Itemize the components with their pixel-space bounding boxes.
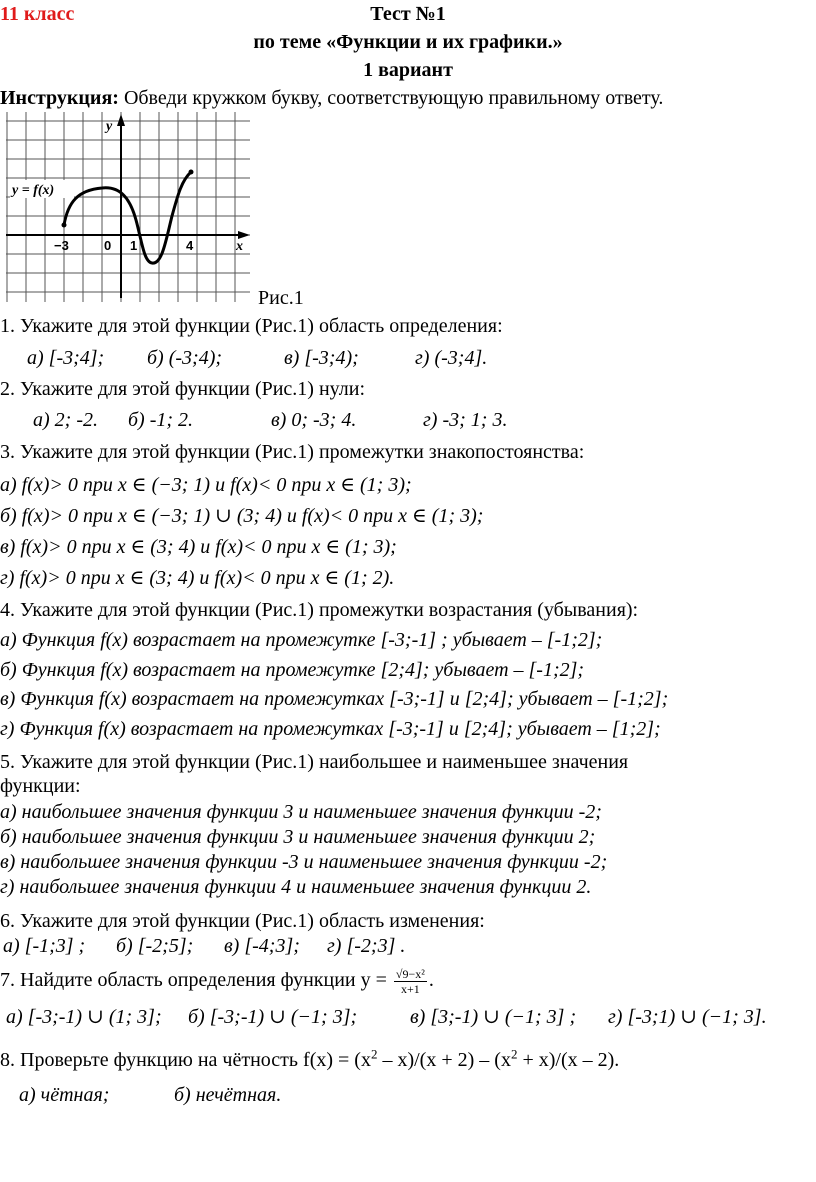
- question-5-option-d[interactable]: г) наибольшее значения функции 4 и наименьшее значения функции 2.: [0, 876, 592, 898]
- question-7-option-a[interactable]: а) [-3;-1) ∪ (1; 3];: [6, 1006, 162, 1028]
- question-3-option-d[interactable]: г) f(x)> 0 при x ∈ (3; 4) и f(x)< 0 при x ∈ (1; 2).: [0, 567, 395, 589]
- variant-label: 1 вариант: [363, 59, 453, 81]
- grade-label: 11 класс: [0, 3, 75, 25]
- question-1-option-b[interactable]: б) (-3;4);: [147, 347, 223, 369]
- question-8-text: [0, 1046, 620, 1072]
- question-8-part-a: 8. Проверьте функцию на чётность f(x) = (x: [0, 1049, 371, 1071]
- question-2-option-c[interactable]: в) 0; -3; 4.: [271, 409, 357, 431]
- x-axis-label: x: [236, 239, 243, 254]
- question-5-option-a[interactable]: а) наибольшее значения функции 3 и наименьшее значения функции -2;: [0, 801, 602, 823]
- question-4-option-c[interactable]: в) Функция f(x) возрастает на промежутках [-3;-1] и [2;4]; убывает – [-1;2];: [0, 688, 669, 710]
- question-7-text: [0, 967, 434, 996]
- tick-label-1: 1: [130, 238, 138, 253]
- fraction-denominator: x+1: [400, 982, 420, 996]
- question-7-option-d[interactable]: г) [-3;1) ∪ (−1; 3].: [608, 1006, 767, 1028]
- question-5-option-b[interactable]: б) наибольшее значения функции 3 и наименьшее значения функции 2;: [0, 826, 596, 848]
- question-5-text-continued: функции:: [0, 775, 81, 797]
- question-4-text: 4. Укажите для этой функции (Рис.1) промежутки возрастания (убывания):: [0, 599, 639, 621]
- instruction-label: Инструкция:: [0, 87, 119, 109]
- question-4-option-b[interactable]: б) Функция f(x) возрастает на промежутке [2;4]; убывает – [-1;2];: [0, 659, 585, 681]
- question-7-label: 7. Найдите область определения функции y =: [0, 969, 392, 992]
- question-5-option-c[interactable]: в) наибольшее значения функции -3 и наименьшее значения функции -2;: [0, 851, 608, 873]
- question-3-option-b[interactable]: б) f(x)> 0 при x ∈ (−3; 1) ∪ (3; 4) и f(x)< 0 при x ∈ (1; 3);: [0, 505, 484, 527]
- question-8-power-1: 2: [370, 1046, 378, 1062]
- tick-label-0: 0: [104, 238, 112, 253]
- tick-label-4: 4: [186, 238, 194, 253]
- function-label: y = f(x): [12, 183, 55, 198]
- question-6-text: 6. Укажите для этой функции (Рис.1) область изменения:: [0, 910, 485, 932]
- function-graph: [6, 112, 250, 302]
- y-axis-label: y: [106, 119, 113, 134]
- question-6-option-d[interactable]: г) [-2;3] .: [327, 935, 406, 957]
- question-2-option-b[interactable]: б) -1; 2.: [128, 409, 194, 431]
- question-1-text: 1. Укажите для этой функции (Рис.1) область определения:: [0, 315, 503, 337]
- tick-label-minus-3: −3: [54, 238, 69, 253]
- question-7-fraction: [394, 967, 427, 996]
- question-7-option-c[interactable]: в) [3;-1) ∪ (−1; 3] ;: [410, 1006, 577, 1028]
- question-8-option-a[interactable]: а) чётная;: [19, 1084, 110, 1106]
- question-5-text: 5. Укажите для этой функции (Рис.1) наибольшее и наименьшее значения: [0, 751, 629, 773]
- question-7-end: .: [428, 969, 434, 992]
- curve-end-point: [189, 170, 194, 175]
- question-1-option-c[interactable]: в) [-3;4);: [284, 347, 359, 369]
- question-2-text: 2. Укажите для этой функции (Рис.1) нули:: [0, 378, 366, 400]
- curve-start-point: [62, 223, 67, 228]
- question-8-part-b: – x)/(x + 2) – (x: [377, 1049, 511, 1071]
- question-8-power-2: 2: [510, 1046, 518, 1062]
- question-6-option-b[interactable]: б) [-2;5];: [116, 935, 194, 957]
- question-2-option-d[interactable]: г) -3; 1; 3.: [423, 409, 508, 431]
- fraction-numerator: √9−x²: [395, 967, 425, 981]
- question-8-part-c: + x)/(x – 2).: [517, 1049, 620, 1071]
- figure-caption: Рис.1: [258, 287, 304, 309]
- question-3-text: 3. Укажите для этой функции (Рис.1) промежутки знакопостоянства:: [0, 441, 585, 463]
- question-8-option-b[interactable]: б) нечётная.: [174, 1084, 282, 1106]
- question-4-option-d[interactable]: г) Функция f(x) возрастает на промежутках [-3;-1] и [2;4]; убывает – [1;2];: [0, 718, 661, 740]
- test-topic: по теме «Функции и их графики.»: [253, 31, 563, 53]
- instruction-text: Обведи кружком букву, соответствующую правильному ответу.: [118, 87, 664, 109]
- question-7-option-b[interactable]: б) [-3;-1) ∪ (−1; 3];: [188, 1006, 358, 1028]
- question-4-option-a[interactable]: а) Функция f(x) возрастает на промежутке [-3;-1] ; убывает – [-1;2];: [0, 629, 603, 651]
- question-6-option-a[interactable]: а) [-1;3] ;: [3, 935, 86, 957]
- test-title: Тест №1: [370, 3, 446, 25]
- question-1-option-d[interactable]: г) (-3;4].: [415, 347, 488, 369]
- question-3-option-c[interactable]: в) f(x)> 0 при x ∈ (3; 4) и f(x)< 0 при x ∈ (1; 3);: [0, 536, 397, 558]
- question-2-option-a[interactable]: а) 2; -2.: [33, 409, 98, 431]
- instruction: [0, 87, 663, 110]
- question-3-option-a[interactable]: а) f(x)> 0 при x ∈ (−3; 1) и f(x)< 0 при x ∈ (1; 3);: [0, 474, 412, 496]
- question-6-option-c[interactable]: в) [-4;3];: [224, 935, 300, 957]
- question-1-option-a[interactable]: а) [-3;4];: [27, 347, 105, 369]
